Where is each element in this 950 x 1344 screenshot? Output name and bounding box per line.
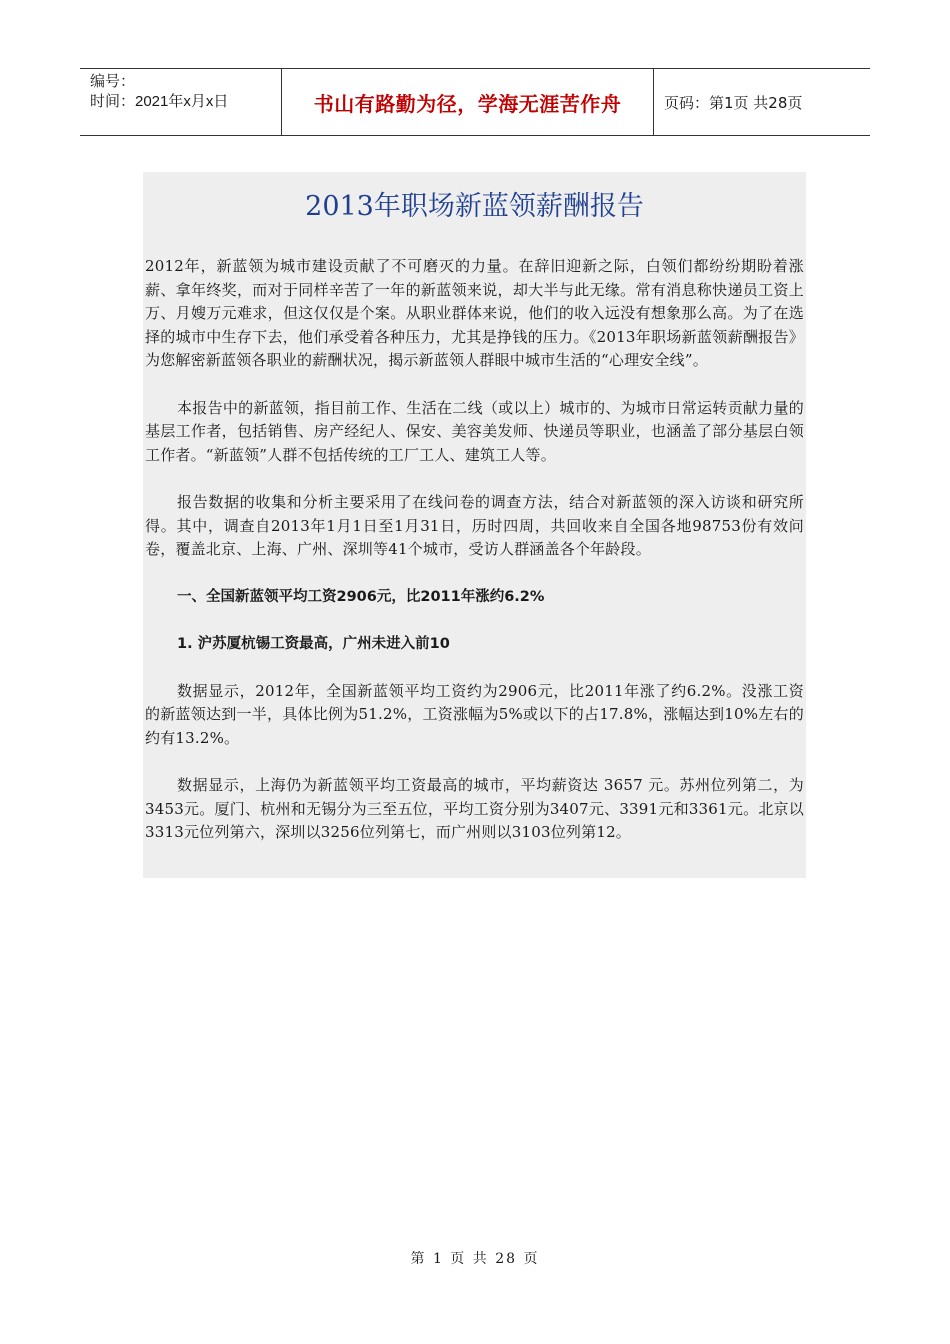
header-motto: 书山有路勤为径，学海无涯苦作舟 [282, 69, 654, 135]
header-page-info: 页码：第1页 共28页 [664, 93, 803, 112]
report-body [143, 172, 806, 878]
header-meta [80, 69, 282, 135]
city-ranking-paragraph: 数据显示，上海仍为新蓝领平均工资最高的城市，平均薪资达 3657 元。苏州位列第二，为3453元。厦门、杭州和无锡分为三至五位，平均工资分别为3407元、3391元和3361元。北京以 3313元位列第六，深圳以3256位列第七，而广州则以3103位列第12。 [145, 776, 804, 841]
section-heading: 一、全国新蓝领平均工资2906元，比2011年涨约6.2% [177, 588, 545, 605]
intro-paragraph: 2012年，新蓝领为城市建设贡献了不可磨灭的力量。在辞旧迎新之际，白领们都纷纷期盼着涨薪、拿年终奖，而对于同样辛苦了一年的新蓝领来说，却大半与此无缘。常有消息称快递员工资上万、月嫂万元难求，但这仅仅是个案。从职业群体来说，他们的收入远没有想象那么高。为了在选择的城市中生存下去，他们承受着各种压力，尤其是挣钱的压力。《2013年职场新蓝领薪酬报告》为您解密新蓝领各职业的薪酬状况，揭示新蓝领人群眼中城市生活的“心理安全线”。 [145, 257, 804, 369]
methodology-paragraph: 报告数据的收集和分析主要采用了在线问卷的调查方法，结合对新蓝领的深入访谈和研究所得。其中，调查自2013年1月1日至1月31日，历时四周，共回收来自全国各地98753份有效问卷，覆盖北京、上海、广州、深圳等41个城市，受访人群涵盖各个年龄段。 [145, 493, 804, 558]
report-title: 2013年职场新蓝领薪酬报告 [305, 191, 644, 222]
number-label: 编号： [90, 73, 136, 90]
document-header [80, 68, 870, 136]
salary-growth-paragraph: 数据显示，2012年，全国新蓝领平均工资约为2906元，比2011年涨了约6.2%。没涨工资的新蓝领达到一半，具体比例为51.2%，工资涨幅为5%或以下的占17.8%，涨幅达到10%左右的约有13.2%。 [145, 681, 804, 747]
sub-heading: 1. 沪苏厦杭锡工资最高，广州未进入前10 [177, 635, 450, 652]
time-label: 时间：2021年x月x日 [90, 93, 229, 110]
page-footer: 第 1 页 共 28 页 [410, 1251, 540, 1267]
definition-paragraph: 本报告中的新蓝领，指目前工作、生活在二线（或以上）城市的、为城市日常运转贡献力量的基层工作者，包括销售、房产经纪人、保安、美容美发师、快递员等职业，也涵盖了部分基层白领工作者。“新蓝领”人群不包括传统的工厂工人、建筑工人等。 [145, 398, 804, 464]
